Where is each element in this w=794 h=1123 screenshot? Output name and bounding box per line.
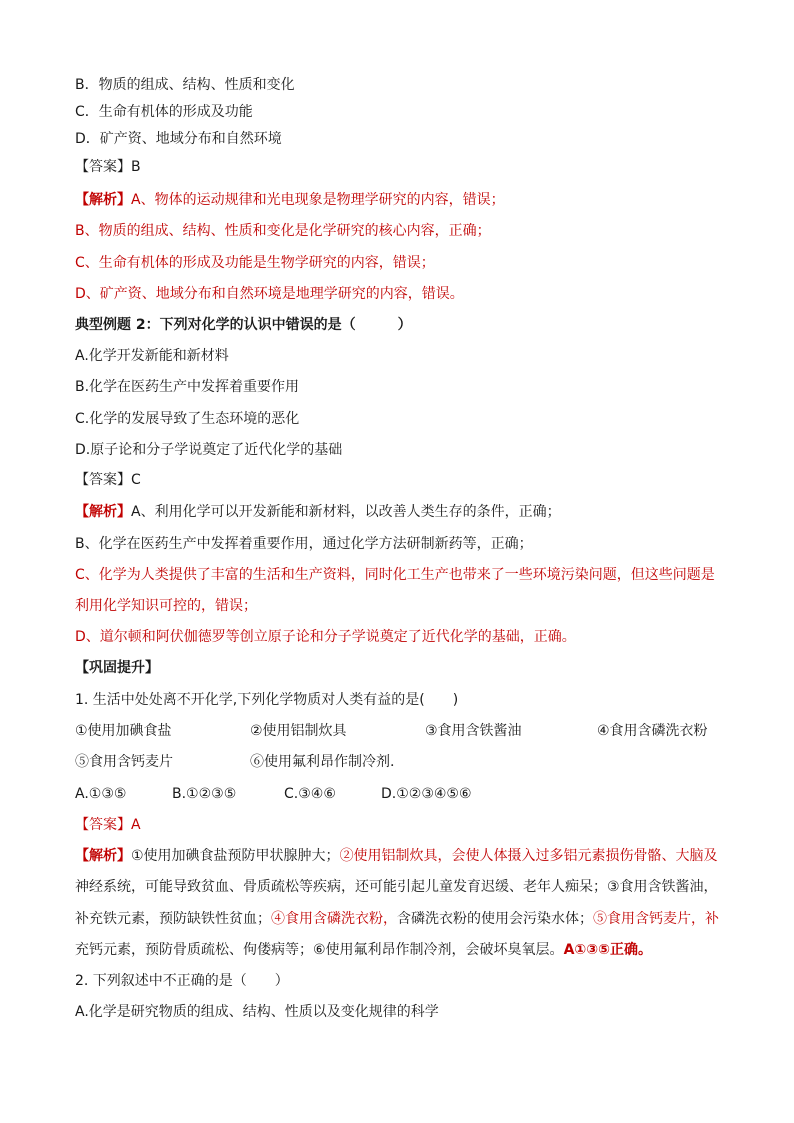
- item-1: ①使用加碘食盐: [75, 723, 172, 739]
- analysis-2-line-4: [75, 596, 735, 616]
- analysis-text: 神经系统，可能导致贫血、骨质疏松等疾病，还可能引起儿童发育迟缓、老年人痴呆；: [75, 879, 607, 895]
- option-text: D.原子论和分子学说奠定了近代化学的基础: [75, 442, 343, 458]
- example-2-option-c: [75, 409, 735, 429]
- analysis-text: ①使用加碘食盐预防甲状腺肿大；: [131, 848, 340, 864]
- question-2-option-a: [75, 1002, 735, 1022]
- question-2-text: 2. 下列叙述中不正确的是（ ）: [75, 973, 289, 989]
- answer-3-text: 【答案】A: [75, 817, 141, 833]
- question-1-items-row-2: [75, 752, 735, 772]
- analysis-text: 利用化学知识可控的，错误；: [75, 598, 257, 614]
- choice-c: C.③④⑥: [284, 786, 336, 802]
- option-text: B.化学在医药生产中发挥着重要作用: [75, 379, 300, 395]
- choice-b: B.①②③⑤: [172, 786, 237, 802]
- example-2-text: 典型例题 2：下列对化学的认识中错误的是（ ）: [75, 317, 412, 333]
- analysis-text: B、化学在医药生产中发挥着重要作用，通过化学方法研制新药等，正确；: [75, 536, 533, 552]
- answer-3: [75, 815, 735, 835]
- example-2-question: [75, 315, 735, 335]
- analysis-text: B、物质的组成、结构、性质和变化是化学研究的核心内容，正确；: [75, 223, 491, 239]
- answer-1: [75, 157, 735, 177]
- item-3: ③食用含铁酱油: [425, 723, 522, 739]
- example-2-option-d: [75, 440, 735, 460]
- analysis-text: 充钙元素，预防骨质疏松、佝偻病等；⑥使用氟利昂作制冷剂，会破坏臭氧层。: [75, 942, 564, 958]
- option-d-text: D．矿产资、地域分布和自然环境: [75, 131, 282, 147]
- example-2-option-a: [75, 346, 735, 366]
- answer-2-text: 【答案】C: [75, 472, 141, 488]
- analysis-2-line-5: [75, 627, 735, 647]
- question-1-items-row-1: [75, 721, 735, 741]
- question-2: [75, 971, 735, 991]
- option-d: [75, 129, 735, 149]
- option-c: [75, 102, 735, 122]
- choice-d: D.①②③④⑤⑥: [381, 786, 472, 802]
- option-text: C.化学的发展导致了生态环境的恶化: [75, 411, 300, 427]
- analysis-tag: 【解析】: [75, 192, 131, 208]
- answer-1-text: 【答案】B: [75, 159, 141, 175]
- analysis-tag: 【解析】: [75, 848, 131, 864]
- analysis-2-line-3: [75, 565, 735, 585]
- analysis-text: C、化学为人类提供了丰富的生活和生产资料，同时化工生产也带来了一些环境污染问题，但这些问题是: [75, 567, 715, 583]
- item-6: ⑥使用氟利昂作制冷剂.: [250, 754, 395, 770]
- analysis-text: ③食用含铁酱油，: [607, 879, 718, 895]
- analysis-tag: 【解析】: [75, 504, 131, 520]
- choice-a: A.①③⑤: [75, 786, 127, 802]
- analysis-text-red: ④食用含磷洗衣粉，: [271, 911, 397, 927]
- analysis-text: D、道尔顿和阿伏伽德罗等创立原子论和分子学说奠定了近代化学的基础，正确。: [75, 629, 576, 645]
- section-heading: [75, 658, 735, 678]
- analysis-text-red: A①③⑤正确。: [563, 942, 652, 958]
- option-text: A.化学开发新能和新材料: [75, 348, 229, 364]
- item-5: ⑤食用含钙麦片: [75, 754, 173, 770]
- analysis-text-red: ②使用铝制炊具，会使人体摄入过多铝元素损伤骨骼、大脑及: [339, 848, 718, 864]
- analysis-1-line-3: [75, 253, 735, 273]
- option-c-text: C．生命有机体的形成及功能: [75, 104, 253, 120]
- item-2: ②使用铝制炊具: [250, 723, 347, 739]
- analysis-text-red: ⑤食用含钙麦片，补: [593, 911, 719, 927]
- analysis-3-line-2: [75, 877, 735, 897]
- analysis-text: C、生命有机体的形成及功能是生物学研究的内容，错误；: [75, 255, 435, 271]
- question-1: [75, 690, 735, 710]
- analysis-3-line-1: [75, 846, 735, 866]
- analysis-1-line-2: [75, 221, 735, 241]
- analysis-text: 含磷洗衣粉的使用会污染水体；: [397, 911, 593, 927]
- question-1-text: 1. 生活中处处离不开化学,下列化学物质对人类有益的是( ): [75, 692, 459, 708]
- section-heading-text: 【巩固提升】: [75, 660, 159, 676]
- option-text: A.化学是研究物质的组成、结构、性质以及变化规律的科学: [75, 1004, 439, 1020]
- analysis-3-line-3: [75, 909, 735, 929]
- analysis-1-line-1: [75, 190, 735, 210]
- analysis-text: 补充铁元素，预防缺铁性贫血；: [75, 911, 271, 927]
- question-1-choices: [75, 784, 735, 804]
- analysis-text: D、矿产资、地域分布和自然环境是地理学研究的内容，错误。: [75, 286, 464, 302]
- item-4: ④食用含磷洗衣粉: [597, 723, 708, 739]
- analysis-1-line-4: [75, 284, 735, 304]
- analysis-text: A、利用化学可以开发新能和新材料，以改善人类生存的条件，正确；: [131, 504, 561, 520]
- analysis-2-line-2: [75, 534, 735, 554]
- option-b: [75, 75, 735, 95]
- analysis-text: A、物体的运动规律和光电现象是物理学研究的内容，错误；: [131, 192, 505, 208]
- option-b-text: B．物质的组成、结构、性质和变化: [75, 77, 295, 93]
- answer-2: [75, 470, 735, 490]
- analysis-3-line-4: [75, 940, 735, 960]
- example-2-option-b: [75, 377, 735, 397]
- analysis-2-line-1: [75, 502, 735, 522]
